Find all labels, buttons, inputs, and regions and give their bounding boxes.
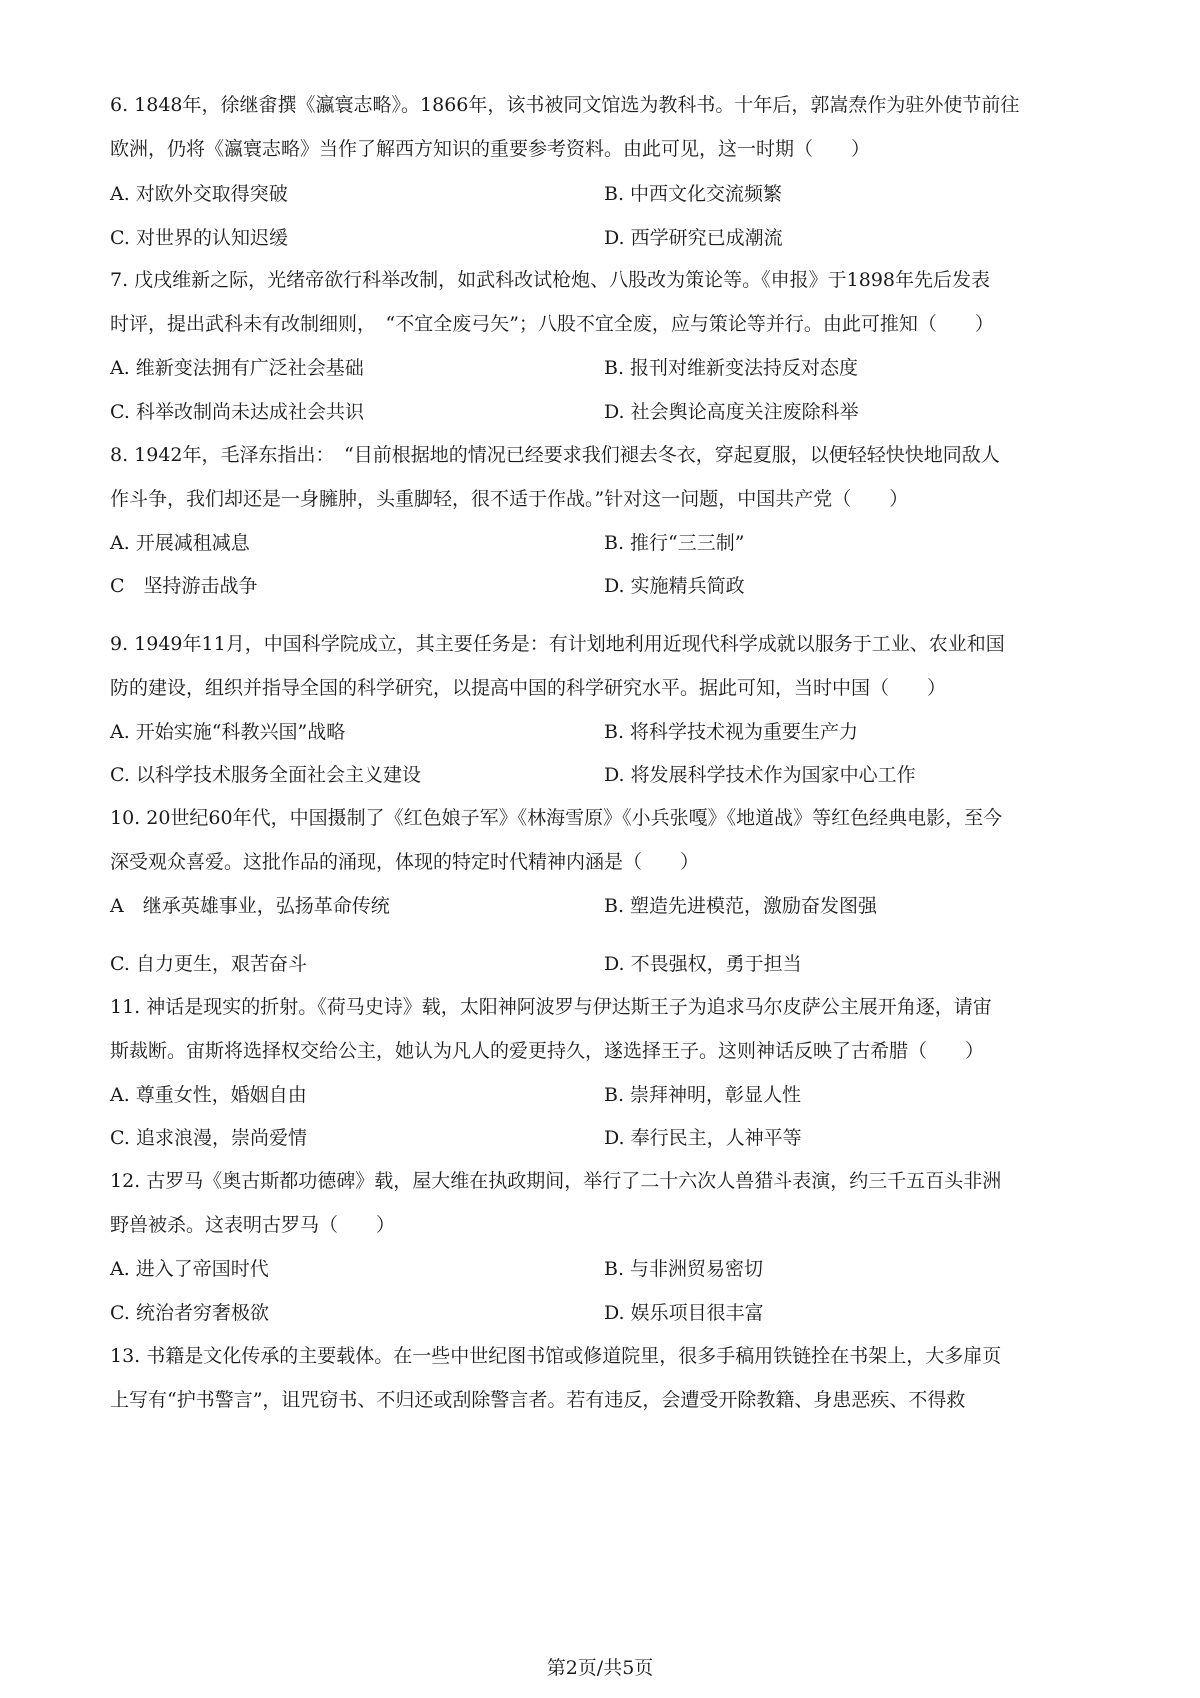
q9-option-c: C. 以科学技术服务全面社会主义建设 xyxy=(110,764,421,786)
q11-option-c: C. 追求浪漫，崇尚爱情 xyxy=(110,1127,307,1149)
page-number-footer: 第2页/共5页 xyxy=(546,1657,654,1679)
q11-stem-line-1: 11. 神话是现实的折射。《荷马史诗》载，太阳神阿波罗与伊达斯王子为追求马尔皮萨公主展开角逐，请宙 xyxy=(110,996,992,1018)
q6-option-b: B. 中西文化交流频繁 xyxy=(604,183,783,205)
q8-option-d: D. 实施精兵简政 xyxy=(604,575,745,597)
q8-option-c: C 坚持游击战争 xyxy=(110,575,258,597)
q8-option-b: B. 推行“三三制” xyxy=(604,532,745,554)
q7-option-d: D. 社会舆论高度关注废除科举 xyxy=(604,401,859,423)
q9-option-a: A. 开始实施“科教兴国”战略 xyxy=(110,721,346,743)
q13-stem-line-1: 13. 书籍是文化传承的主要载体。在一些中世纪图书馆或修道院里，很多手稿用铁链拴在书架上，大多扉页 xyxy=(110,1345,1002,1367)
q9-option-b: B. 将科学技术视为重要生产力 xyxy=(604,721,859,743)
q7-option-c: C. 科举改制尚未达成社会共识 xyxy=(110,401,364,423)
q11-option-b: B. 崇拜神明，彰显人性 xyxy=(604,1084,802,1106)
q10-option-c: C. 自力更生，艰苦奋斗 xyxy=(110,953,307,975)
q6-stem-line-2: 欧洲，仍将《瀛寰志略》当作了解西方知识的重要参考资料。由此可见，这一时期（ ） xyxy=(110,138,871,160)
q9-stem-line-1: 9. 1949年11月，中国科学院成立，其主要任务是：有计划地利用近现代科学成就以服务于工业、农业和国 xyxy=(110,633,1005,655)
q9-option-d: D. 将发展科学技术作为国家中心工作 xyxy=(604,764,916,786)
q12-option-a: A. 进入了帝国时代 xyxy=(110,1258,269,1280)
q12-option-c: C. 统治者穷奢极欲 xyxy=(110,1302,269,1324)
q8-option-a: A. 开展减租减息 xyxy=(110,532,250,554)
q7-stem-line-2: 时评，提出武科未有改制细则， “不宜全废弓矢”；八股不宜全废，应与策论等并行。由此可推知（ ） xyxy=(110,313,994,335)
q10-option-d: D. 不畏强权，勇于担当 xyxy=(604,953,802,975)
q12-stem-line-2: 野兽被杀。这表明古罗马（ ） xyxy=(110,1214,396,1236)
q10-option-b: B. 塑造先进模范，激励奋发图强 xyxy=(604,895,878,917)
q10-stem-line-1: 10. 20世纪60年代，中国摄制了《红色娘子军》《林海雪原》《小兵张嘎》《地道战》等红色经典电影，至今 xyxy=(110,807,1003,829)
q6-option-c: C. 对世界的认知迟缓 xyxy=(110,227,288,249)
q7-option-a: A. 维新变法拥有广泛社会基础 xyxy=(110,357,364,379)
q11-option-a: A. 尊重女性，婚姻自由 xyxy=(110,1084,307,1106)
q11-stem-line-2: 斯裁断。宙斯将选择权交给公主，她认为凡人的爱更持久，遂选择王子。这则神话反映了古希腊（ ） xyxy=(110,1040,985,1062)
q8-stem-line-1: 8. 1942年，毛泽东指出： “目前根据地的情况已经要求我们褪去冬衣，穿起夏服，以便轻轻快快地同敌人 xyxy=(110,444,1000,466)
q12-option-d: D. 娱乐项目很丰富 xyxy=(604,1302,764,1324)
q6-option-a: A. 对欧外交取得突破 xyxy=(110,183,288,205)
q6-stem-line-1: 6. 1848年，徐继畬撰《瀛寰志略》。1866年，该书被同文馆选为教科书。十年后，郭嵩焘作为驻外使节前往 xyxy=(110,94,1020,116)
q10-stem-line-2: 深受观众喜爱。这批作品的涌现，体现的特定时代精神内涵是（ ） xyxy=(110,851,700,873)
q10-option-a: A 继承英雄事业，弘扬革命传统 xyxy=(110,895,390,917)
q11-option-d: D. 奉行民主，人神平等 xyxy=(604,1127,802,1149)
q6-option-d: D. 西学研究已成潮流 xyxy=(604,227,783,249)
q12-option-b: B. 与非洲贸易密切 xyxy=(604,1258,764,1280)
q7-option-b: B. 报刊对维新变法持反对态度 xyxy=(604,357,859,379)
q8-stem-line-2: 作斗争，我们却还是一身臃肿，头重脚轻，很不适于作战。”针对这一问题，中国共产党（ ） xyxy=(110,488,909,510)
q9-stem-line-2: 防的建设，组织并指导全国的科学研究，以提高中国的科学研究水平。据此可知，当时中国（ ） xyxy=(110,677,947,699)
q12-stem-line-1: 12. 古罗马《奥古斯都功德碑》载，屋大维在执政期间，举行了二十六次人兽猎斗表演，约三千五百头非洲 xyxy=(110,1170,1002,1192)
q7-stem-line-1: 7. 戊戌维新之际，光绪帝欲行科举改制，如武科改试枪炮、八股改为策论等。《申报》于1898年先后发表 xyxy=(110,269,991,291)
q13-stem-line-2: 上写有“护书警言”，诅咒窃书、不归还或刮除警言者。若有违反，会遭受开除教籍、身患恶疾、不得救 xyxy=(110,1389,966,1411)
